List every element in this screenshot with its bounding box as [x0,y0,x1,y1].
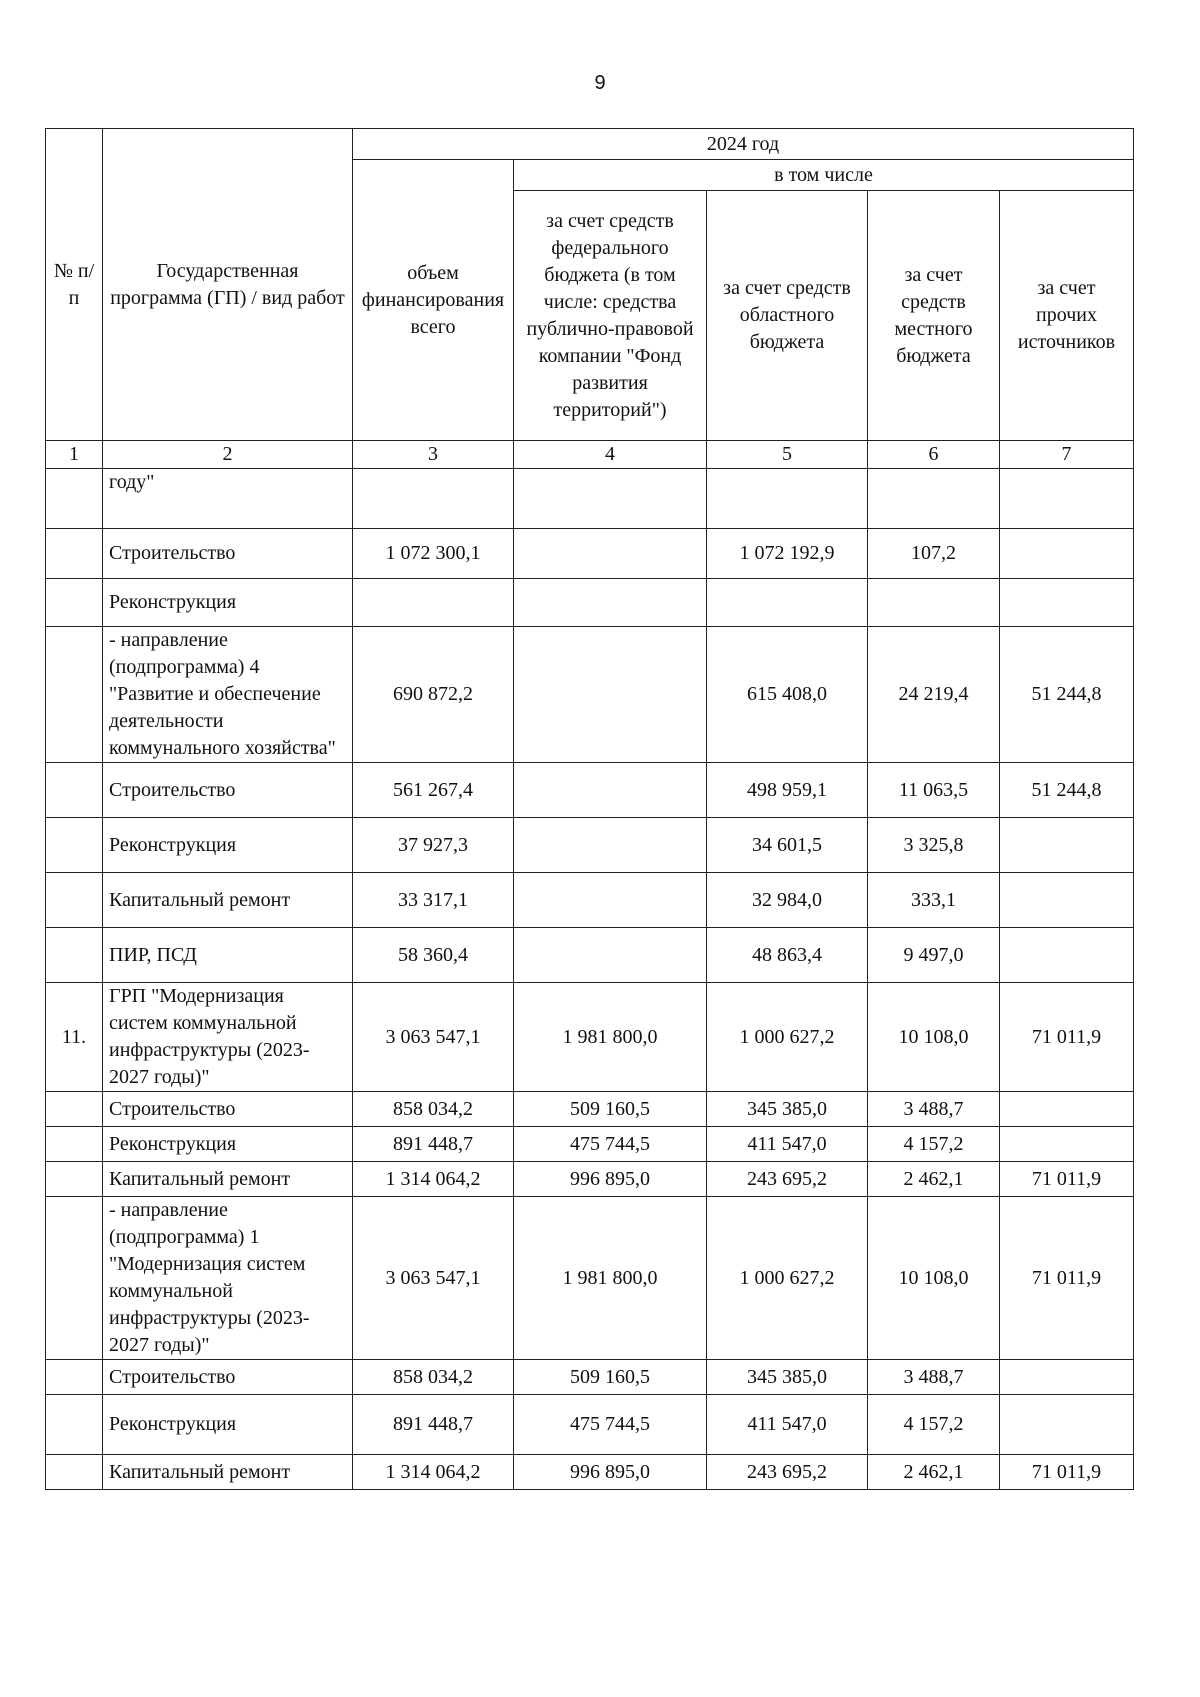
federal-amount [514,763,707,818]
header-local: за счет средств местного бюджета [868,191,1000,441]
regional-amount: 345 385,0 [707,1092,868,1127]
total-amount: 37 927,3 [353,818,514,873]
total-amount: 858 034,2 [353,1092,514,1127]
other-amount [1000,1092,1134,1127]
local-amount: 2 462,1 [868,1455,1000,1490]
local-amount: 4 157,2 [868,1395,1000,1455]
table-row [46,928,1134,983]
table-row [46,818,1134,873]
row-number [46,1197,103,1360]
program-name: Реконструкция [103,1127,353,1162]
row-number [46,873,103,928]
federal-amount: 475 744,5 [514,1395,707,1455]
program-name: Капитальный ремонт [103,1162,353,1197]
other-amount [1000,1360,1134,1395]
regional-amount [707,469,868,529]
other-amount: 51 244,8 [1000,627,1134,763]
financing-table [45,128,1134,1490]
other-amount: 71 011,9 [1000,983,1134,1092]
row-number: 11. [46,983,103,1092]
regional-amount: 615 408,0 [707,627,868,763]
column-number: 5 [707,441,868,469]
total-amount: 1 314 064,2 [353,1162,514,1197]
federal-amount [514,627,707,763]
header-federal: за счет средств федерального бюджета (в том числе: средства публично-правовой компании "Фонд развития территорий") [514,191,707,441]
table-row [46,1197,1134,1360]
federal-amount: 996 895,0 [514,1455,707,1490]
program-name: ГРП "Модернизация систем коммунальной инфраструктуры (2023-2027 годы)" [103,983,353,1092]
column-number: 1 [46,441,103,469]
regional-amount: 32 984,0 [707,873,868,928]
total-amount: 891 448,7 [353,1127,514,1162]
local-amount [868,469,1000,529]
local-amount: 10 108,0 [868,983,1000,1092]
local-amount: 4 157,2 [868,1127,1000,1162]
row-number [46,1455,103,1490]
page-number: 9 [594,72,606,94]
local-amount: 2 462,1 [868,1162,1000,1197]
program-name: Реконструкция [103,579,353,627]
local-amount: 3 325,8 [868,818,1000,873]
federal-amount [514,818,707,873]
header-total: объем финансирования всего [353,160,514,441]
header-program: Государственная программа (ГП) / вид работ [103,129,353,441]
row-number [46,1092,103,1127]
table-row [46,579,1134,627]
row-number [46,529,103,579]
table-row [46,1455,1134,1490]
federal-amount [514,873,707,928]
row-number [46,818,103,873]
header-regional: за счет средств областного бюджета [707,191,868,441]
total-amount: 690 872,2 [353,627,514,763]
table-row [46,873,1134,928]
local-amount: 333,1 [868,873,1000,928]
row-number [46,1127,103,1162]
row-number [46,469,103,529]
table-row [46,1395,1134,1455]
local-amount: 11 063,5 [868,763,1000,818]
federal-amount [514,469,707,529]
column-number: 2 [103,441,353,469]
table-row [46,529,1134,579]
local-amount: 3 488,7 [868,1092,1000,1127]
other-amount [1000,928,1134,983]
regional-amount: 243 695,2 [707,1455,868,1490]
other-amount [1000,579,1134,627]
regional-amount: 243 695,2 [707,1162,868,1197]
local-amount [868,579,1000,627]
regional-amount: 411 547,0 [707,1395,868,1455]
program-name: Строительство [103,1360,353,1395]
program-name: Строительство [103,529,353,579]
regional-amount: 1 000 627,2 [707,1197,868,1360]
table-row [46,1162,1134,1197]
program-name: Реконструкция [103,1395,353,1455]
regional-amount: 48 863,4 [707,928,868,983]
federal-amount [514,579,707,627]
other-amount [1000,1395,1134,1455]
row-number [46,1395,103,1455]
other-amount [1000,818,1134,873]
total-amount [353,579,514,627]
program-name: Реконструкция [103,818,353,873]
program-name: Капитальный ремонт [103,1455,353,1490]
federal-amount: 1 981 800,0 [514,983,707,1092]
column-number: 7 [1000,441,1134,469]
total-amount: 561 267,4 [353,763,514,818]
total-amount [353,469,514,529]
row-number [46,1162,103,1197]
local-amount: 9 497,0 [868,928,1000,983]
regional-amount: 498 959,1 [707,763,868,818]
program-name: году" [103,469,353,529]
program-name: Строительство [103,763,353,818]
total-amount: 3 063 547,1 [353,1197,514,1360]
regional-amount: 34 601,5 [707,818,868,873]
program-name: - направление (подпрограмма) 4 "Развитие и обеспечение деятельности коммунального хозяйства" [103,627,353,763]
other-amount: 71 011,9 [1000,1455,1134,1490]
other-amount: 71 011,9 [1000,1197,1134,1360]
row-number [46,627,103,763]
total-amount: 891 448,7 [353,1395,514,1455]
other-amount [1000,469,1134,529]
local-amount: 3 488,7 [868,1360,1000,1395]
local-amount: 24 219,4 [868,627,1000,763]
federal-amount: 475 744,5 [514,1127,707,1162]
other-amount: 51 244,8 [1000,763,1134,818]
table-body [46,469,1134,1490]
other-amount: 71 011,9 [1000,1162,1134,1197]
federal-amount: 509 160,5 [514,1360,707,1395]
program-name: ПИР, ПСД [103,928,353,983]
table-row [46,1092,1134,1127]
other-amount [1000,529,1134,579]
table-row [46,1360,1134,1395]
local-amount: 107,2 [868,529,1000,579]
row-number [46,928,103,983]
regional-amount: 1 072 192,9 [707,529,868,579]
table-row [46,627,1134,763]
column-numbers-row [46,441,1134,469]
regional-amount [707,579,868,627]
table-row [46,469,1134,529]
local-amount: 10 108,0 [868,1197,1000,1360]
column-number: 4 [514,441,707,469]
federal-amount [514,928,707,983]
header-other: за счет прочих источников [1000,191,1134,441]
header-num: № п/п [46,129,103,441]
row-number [46,1360,103,1395]
federal-amount: 509 160,5 [514,1092,707,1127]
column-number: 6 [868,441,1000,469]
row-number [46,579,103,627]
other-amount [1000,873,1134,928]
total-amount: 1 314 064,2 [353,1455,514,1490]
program-name: Капитальный ремонт [103,873,353,928]
federal-amount: 1 981 800,0 [514,1197,707,1360]
header-year: 2024 год [353,129,1134,160]
total-amount: 58 360,4 [353,928,514,983]
table-row [46,983,1134,1092]
total-amount: 858 034,2 [353,1360,514,1395]
table-row [46,1127,1134,1162]
regional-amount: 411 547,0 [707,1127,868,1162]
total-amount: 1 072 300,1 [353,529,514,579]
federal-amount: 996 895,0 [514,1162,707,1197]
program-name: Строительство [103,1092,353,1127]
federal-amount [514,529,707,579]
regional-amount: 1 000 627,2 [707,983,868,1092]
regional-amount: 345 385,0 [707,1360,868,1395]
total-amount: 33 317,1 [353,873,514,928]
other-amount [1000,1127,1134,1162]
program-name: - направление (подпрограмма) 1 "Модернизация систем коммунальной инфраструктуры (2023-2027 годы)" [103,1197,353,1360]
row-number [46,763,103,818]
total-amount: 3 063 547,1 [353,983,514,1092]
table-row [46,763,1134,818]
header-including: в том числе [514,160,1134,191]
column-number: 3 [353,441,514,469]
